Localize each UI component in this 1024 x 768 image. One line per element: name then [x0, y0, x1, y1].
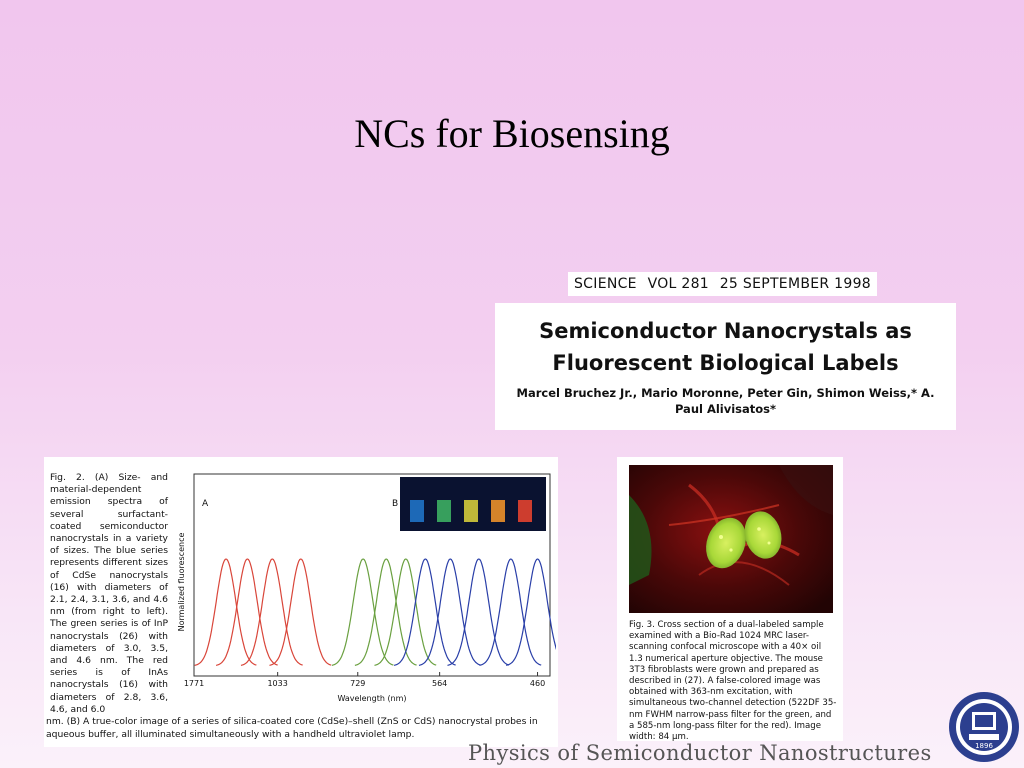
- x-axis-label: Wavelength (nm): [337, 694, 407, 703]
- journal-header: [568, 272, 877, 296]
- journal-volume: VOL 281: [647, 276, 709, 292]
- paper-header: [495, 303, 956, 430]
- inset-vial: [464, 500, 478, 522]
- confocal-micrograph: [629, 465, 833, 613]
- panel-label-b: B: [392, 499, 399, 509]
- slide-title: NCs for Biosensing: [354, 111, 670, 156]
- x-tick-label: 564: [431, 679, 448, 688]
- inset-vial: [437, 500, 451, 522]
- spectrum-curve: [195, 559, 257, 665]
- paper-title: Semiconductor Nanocrystals as Fluorescent Biological Labels: [539, 319, 912, 375]
- figure-3-caption: Fig. 3. Cross section of a dual-labeled sample examined with a Bio-Rad 1024 MRC laser-scanning confocal microscope with a 40× oil 1.3 numerical aperture objective. The mouse 3T3 fibroblasts were grown and prepared as described in (27). A false-colored image was obtained with 363-nm excitation, with simultaneous two-channel detection (522DF 35-nm FWHM narrow-pass filter for the green, and a 585-nm long-pass filter for the red). Image width: 84 μm.: [629, 620, 837, 743]
- journal-date: 25 SEPTEMBER 1998: [719, 276, 871, 292]
- emission-spectra-chart: [174, 462, 556, 710]
- spectrum-curve: [355, 559, 417, 665]
- panel-label-a: A: [202, 499, 209, 509]
- journal-name: SCIENCE: [574, 276, 637, 292]
- footer-course-title: Physics of Semiconductor Nanostructures: [468, 741, 932, 765]
- x-tick-label: 1771: [183, 679, 205, 688]
- logo-year: 1896: [975, 742, 993, 750]
- spectrum-curve: [419, 559, 481, 665]
- x-tick-label: 729: [350, 679, 366, 688]
- inset-vial: [410, 500, 424, 522]
- x-tick-label: 460: [529, 679, 546, 688]
- paper-authors: Marcel Bruchez Jr., Mario Moronne, Peter Gin, Shimon Weiss,* A. Paul Alivisatos*: [516, 386, 935, 416]
- figure-2-caption-side: Fig. 2. (A) Size- and material-dependent emission spectra of several surfactant-coated semiconductor nanocrystals in a variety of sizes. The blue series represents different sizes of CdSe nanocrystals (16) with diameters of 2.1, 2.4, 3.1, 3.6, and 4.6 nm (from right to left). The green series is of InP nanocrystals (26) with diameters of 3.0, 3.5, and 4.6 nm. The red series is of InAs nanocrystals (16) with diameters of 2.8, 3.6, 4.6, and 6.0: [50, 472, 168, 715]
- spectrum-curve: [216, 559, 278, 665]
- spectrum-curve: [241, 559, 303, 665]
- university-seal-logo: [947, 690, 1021, 764]
- spectrum-curve: [270, 559, 332, 665]
- spectrum-curve: [506, 559, 556, 665]
- inset-vial: [491, 500, 505, 522]
- figure-3: [617, 457, 843, 741]
- y-axis-label: Normalized fluorescence: [177, 532, 186, 632]
- figure-2: [44, 457, 558, 747]
- spectrum-curve: [332, 559, 394, 665]
- inset-vial: [518, 500, 532, 522]
- x-tick-label: 1033: [267, 679, 288, 688]
- figure-2-caption-bottom: nm. (B) A true-color image of a series of silica-coated core (CdSe)–shell (ZnS or CdS) nanocrystal probes in aqueous buffer, all illuminated simultaneously with a handheld ultraviolet lamp.: [46, 716, 538, 740]
